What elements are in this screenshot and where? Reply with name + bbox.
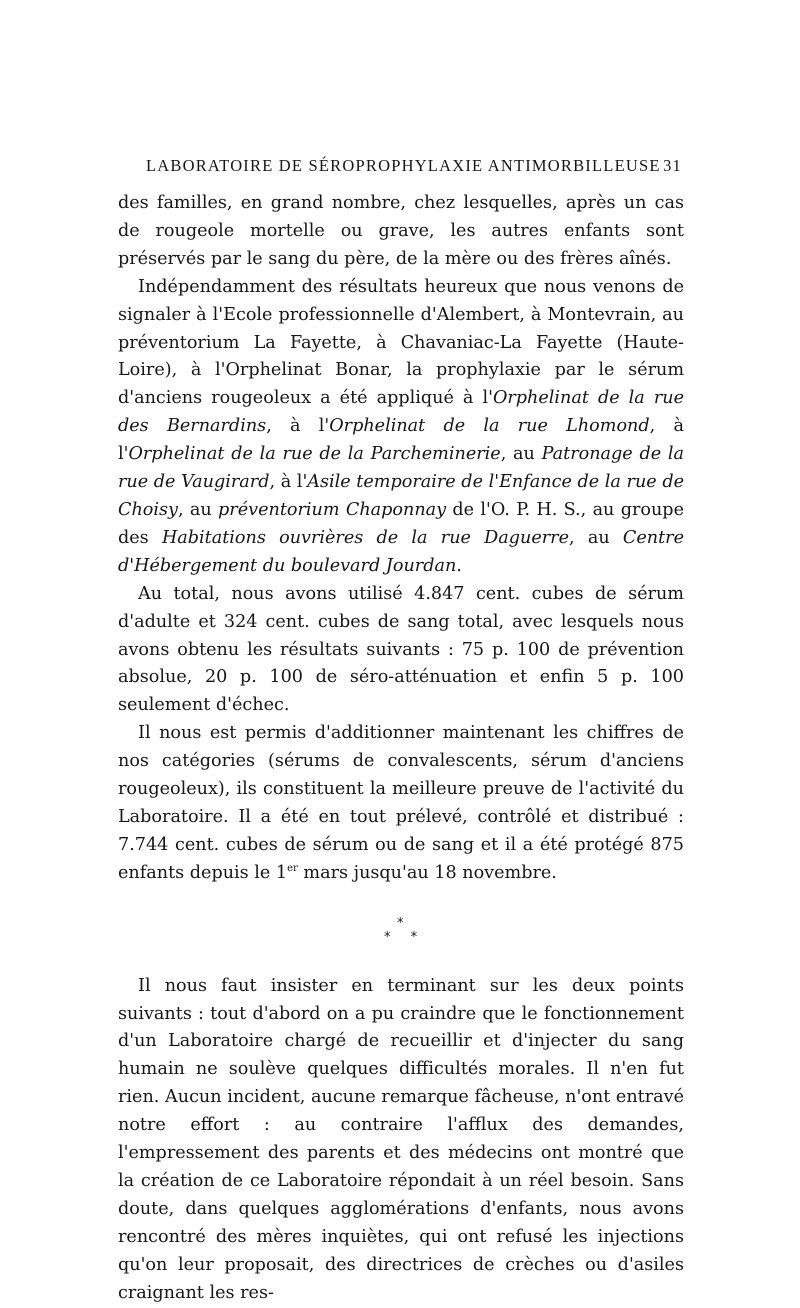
- institution-jourdan: Centre d'Hébergement du boulevard Jourdan: [118, 527, 684, 576]
- separator-stars-bottom: * *: [384, 929, 426, 945]
- paragraph-3: Au total, nous avons utilisé 4.847 cent. cubes de sérum d'adulte et 324 cent. cubes de sang total, avec lesquels nous avons obtenu les résultats suivants : 75 p. 100 de prévention absolue, 20 p. 100 de séro-atténuation et enfin 5 p. 100 seulement d'échec.: [118, 583, 684, 716]
- ordinal-superscript: er: [287, 862, 298, 874]
- paragraph-2-text-b: , à l': [266, 416, 330, 437]
- paragraph-4-text-a: Il nous est permis d'additionner maintenant les chiffres de nos catégories (sérums de convalescents, sérum d'anciens rougeoleux), ils constituent la meilleure preuve de l'activité du Laboratoire. Il a été en tout prélevé, contrôlé et distribué : 7.744 cent. cubes de sérum ou de sang et il a été protégé 875 enfants depuis le 1: [118, 723, 684, 883]
- institution-choisy: Asile temporaire de l'Enfance de la rue de Choisy: [118, 472, 684, 520]
- section-separator: [118, 888, 684, 973]
- institution-daguerre: Habitations ouvrières de la rue Daguerre: [161, 527, 569, 548]
- paragraph-4: [118, 720, 684, 887]
- institution-chaponnay: préventorium Chaponnay: [218, 499, 447, 520]
- separator-star-top: *: [397, 915, 404, 931]
- institution-parcheminerie: Orphelinat de la rue de la Parcheminerie: [128, 444, 501, 465]
- paragraph-2-text-h: , au: [569, 527, 623, 548]
- institution-lhomond: Orphelinat de la rue Lhomond: [329, 416, 650, 437]
- page-header: [146, 152, 682, 178]
- institution-vaugirard: Patronage de la rue de Vaugirard: [118, 444, 684, 493]
- paragraph-2: [118, 274, 684, 581]
- paragraph-2-text-e: , à l': [269, 472, 308, 493]
- paragraph-2-text-d: , au: [500, 444, 542, 465]
- paragraph-5: Il nous faut insister en terminant sur les deux points suivants : tout d'abord on a pu craindre que le fonctionnement d'un Laboratoire chargé de recueillir et d'injecter du sang humain ne soulève quelques difficultés morales. Il n'en fut rien. Aucun incident, aucune remarque fâcheuse, n'ont entravé notre effort : au contraire l'afflux des demandes, l'empressement des parents et des médecins ont montré que la création de ce Laboratoire répondait à un réel besoin. Sans doute, dans quelques agglomérations d'enfants, nous avons rencontré des mères inquiètes, qui ont refusé les injections qu'on leur proposait, des directrices de crèches ou d'asiles craignant les res-: [118, 975, 684, 1303]
- paragraph-2-text-a: Indépendamment des résultats heureux que nous venons de signaler à l'Ecole professionnelle d'Alembert, à Montevrain, au préventorium La Fayette, à Chavaniac-La Fayette (Haute-Loire), à l'Orphelinat Bonar, la prophylaxie par le sérum d'anciens rougeoleux a été appliqué à l': [118, 276, 684, 409]
- page-number: 31: [663, 156, 682, 175]
- body-text: [118, 190, 684, 1308]
- paragraph-2-text-j: .: [456, 555, 462, 576]
- paragraph-2-text-f: , au: [177, 499, 219, 520]
- paragraph-1: des familles, en grand nombre, chez lesquelles, après un cas de rougeole mortelle ou grave, les autres enfants sont préservés par le sang du père, de la mère ou des frères aînés.: [118, 193, 684, 269]
- running-head: LABORATOIRE DE SÉROPROPHYLAXIE ANTIMORBILLEUSE: [146, 156, 661, 175]
- paragraph-4-text-b: mars jusqu'au 18 novembre.: [297, 862, 557, 883]
- institution-bernardins: Orphelinat de la rue des Bernardins: [118, 388, 684, 437]
- paragraph-2-text-g: de l'O. P. H. S., au groupe des: [118, 499, 684, 548]
- paragraph-2-text-c: , à l': [118, 416, 684, 465]
